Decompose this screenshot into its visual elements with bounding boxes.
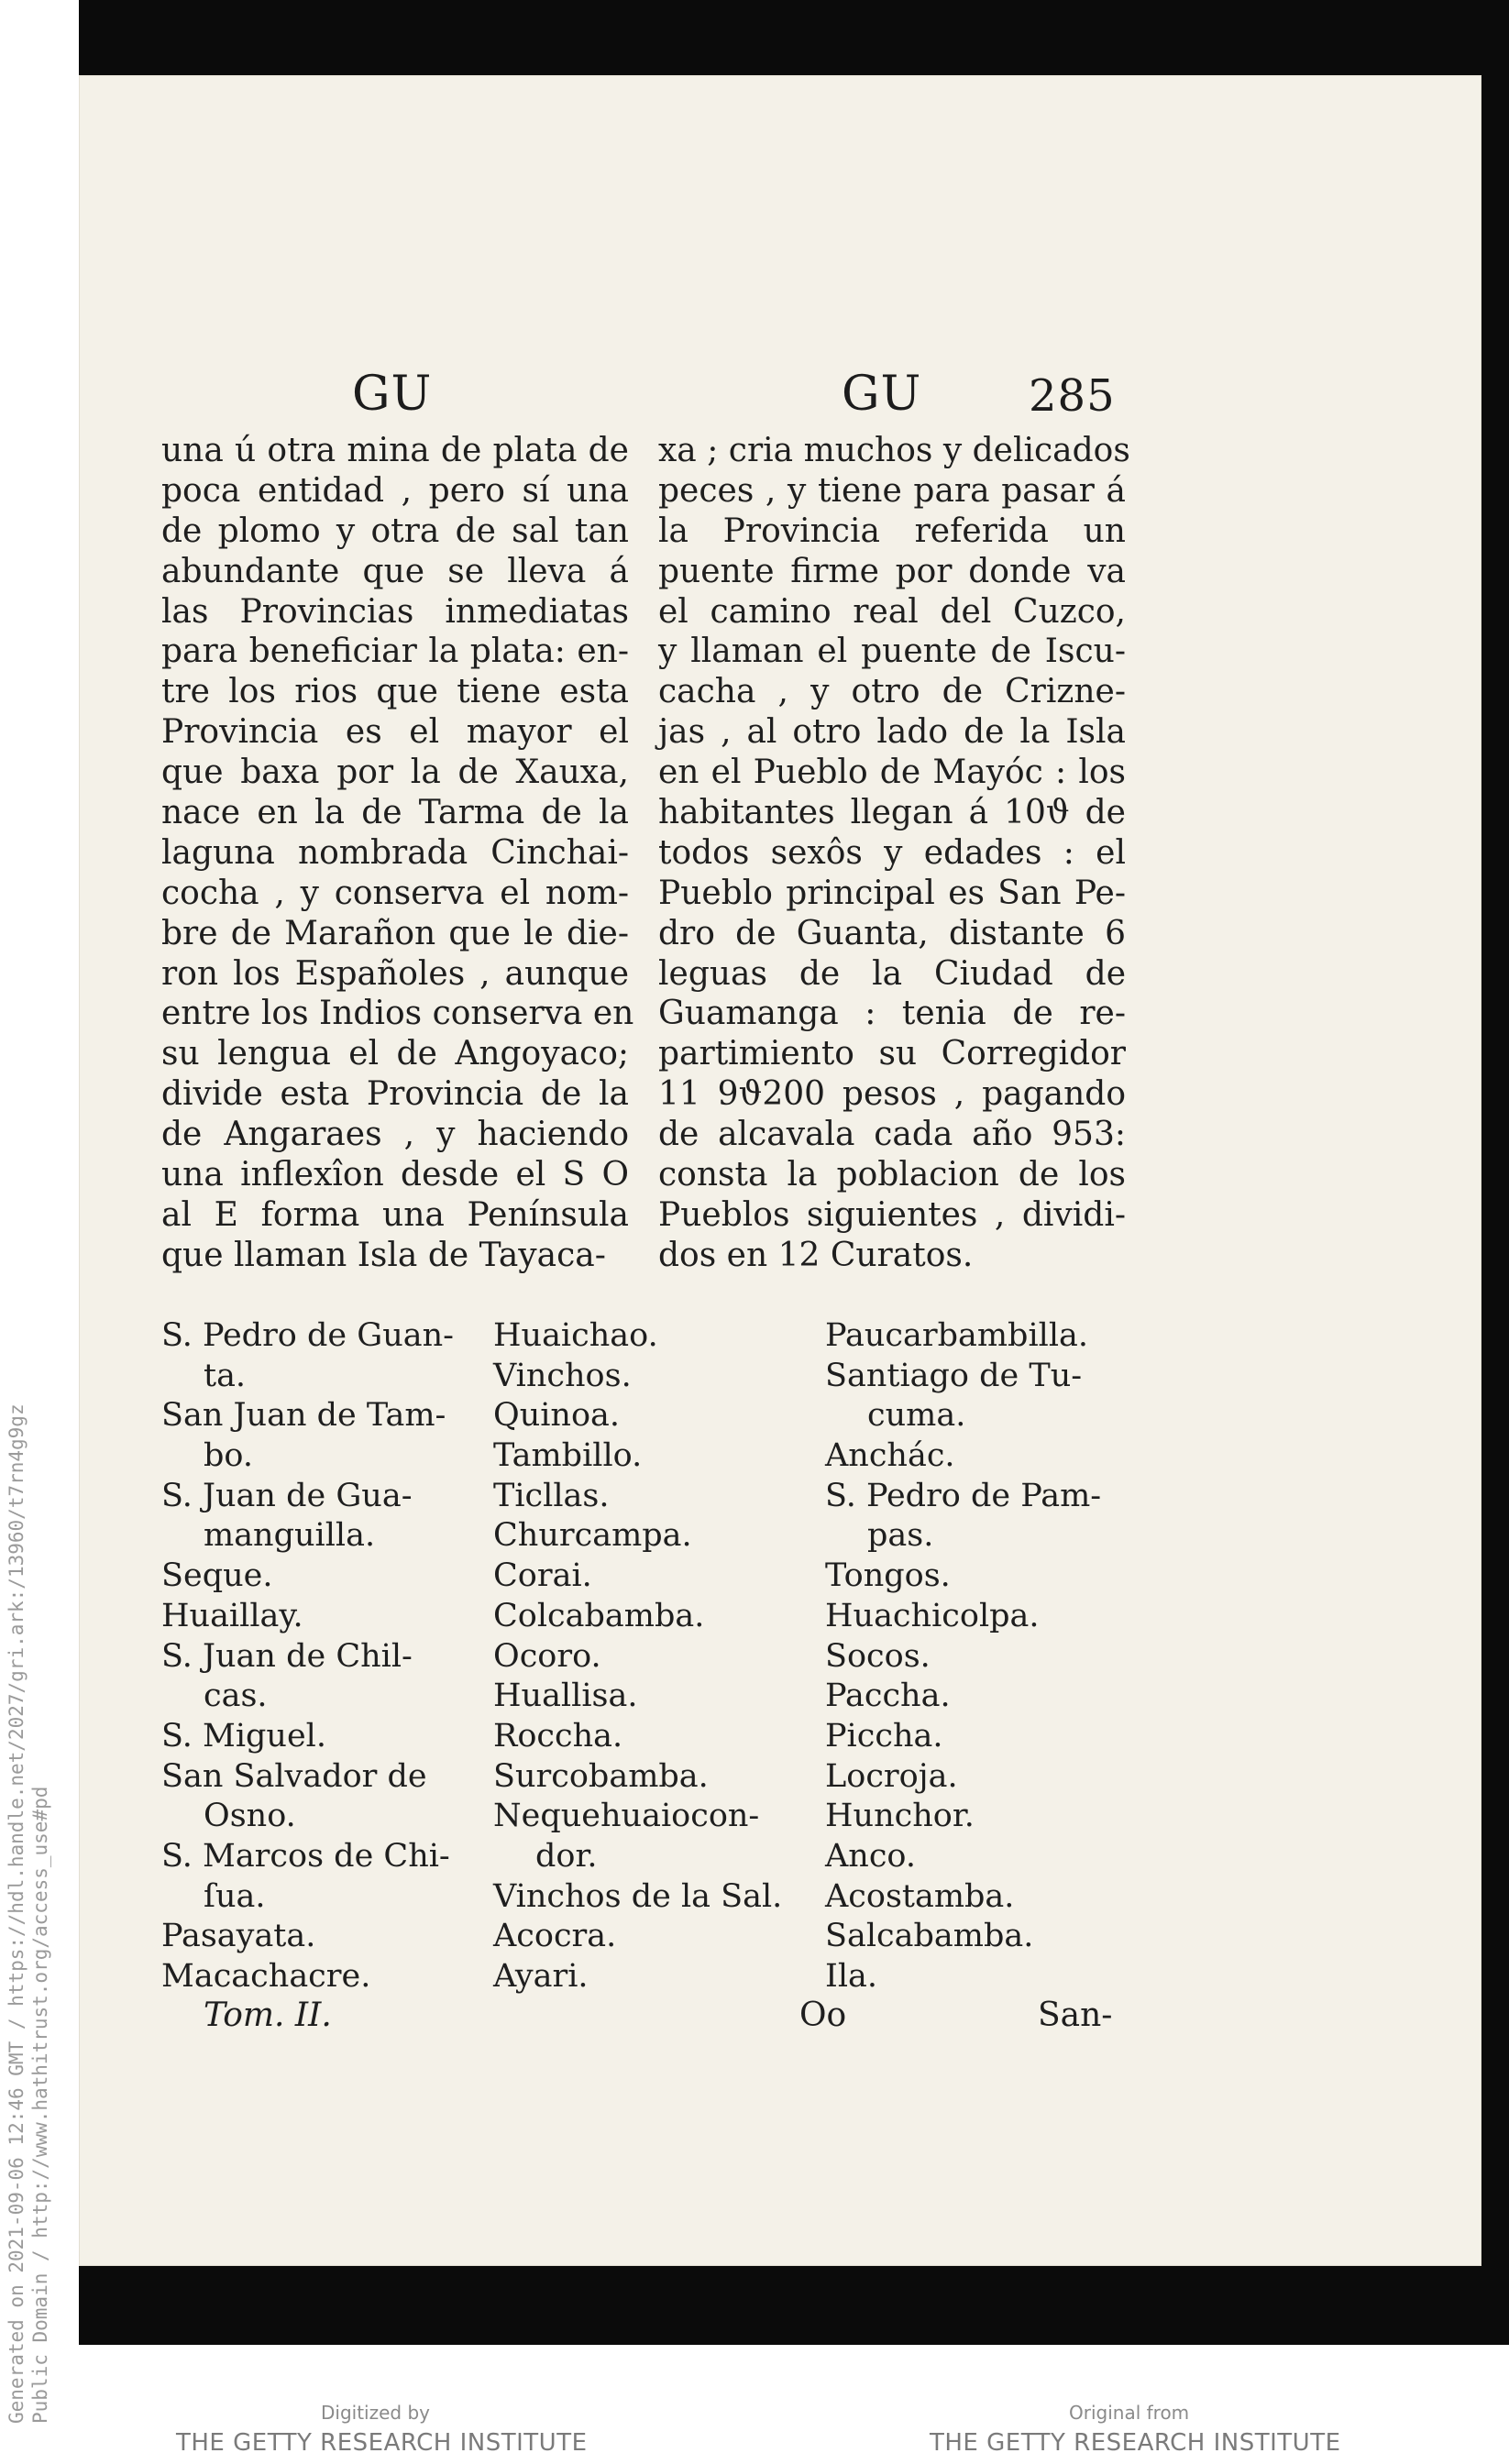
pueblo-entry: Huaillay. (161, 1597, 303, 1634)
pueblo-entry: Acocra. (493, 1918, 617, 1955)
pueblo-entry: S. Miguel. (161, 1717, 326, 1754)
pueblo-entry: ta. (204, 1357, 247, 1394)
text-line: ron los Españoles , aunque (161, 954, 629, 993)
pueblo-entry: Surcobamba. (493, 1757, 709, 1795)
text-line: la Provincia referida un (658, 512, 1126, 550)
text-line: de plomo y otra de sal tan (161, 512, 629, 550)
text-line: bre de Marañon que le die- (161, 914, 629, 952)
pueblo-entry: Hunchor. (825, 1798, 975, 1835)
pueblo-entry: Anchác. (825, 1437, 955, 1475)
pueblo-entry: Ticllas. (493, 1477, 610, 1514)
pueblo-entry: Socos. (825, 1637, 931, 1675)
text-line: de Angaraes , y haciendo (161, 1116, 629, 1154)
pueblo-entry: Tambillo. (493, 1437, 643, 1475)
pueblo-entry: S. Juan de Chil- (161, 1637, 413, 1675)
text-line: de alcavala cada año 953: (658, 1116, 1126, 1154)
pueblo-entry: Corai. (493, 1557, 592, 1595)
text-line: y llaman el puente de Iscu- (658, 632, 1126, 671)
pueblo-entry: Roccha. (493, 1717, 623, 1754)
pueblo-entry: Ila. (825, 1958, 878, 1995)
pueblo-entry: Vinchos de la Sal. (493, 1877, 783, 1915)
pueblo-entry: Macachacre. (161, 1958, 371, 1995)
pueblo-entry: cuma. (867, 1397, 966, 1435)
pueblo-entry: Paucarbambilla. (825, 1317, 1089, 1354)
page-number: 285 (1029, 370, 1116, 422)
text-column-right (658, 431, 1130, 1276)
pueblo-entry: Ayari. (493, 1958, 589, 1995)
text-line: poca entidad , pero sí una (161, 471, 629, 510)
text-line: consta la poblacion de los (658, 1156, 1126, 1194)
pueblo-entry: bo. (204, 1437, 253, 1475)
digitized-by-institution: THE GETTY RESEARCH INSTITUTE (176, 2429, 588, 2457)
pueblo-entry: Pasayata. (161, 1918, 316, 1955)
pueblo-entry: ſua. (204, 1877, 266, 1915)
text-line: todos sexôs y edades : el (658, 833, 1126, 872)
text-line: que llaman Isla de Tayaca- (161, 1236, 606, 1274)
text-line: su lengua el de Angoyaco; (161, 1035, 629, 1073)
running-head-left: GU (352, 367, 433, 422)
text-line: dos en 12 Curatos. (658, 1236, 974, 1274)
signature-mark: Oo (799, 1996, 847, 2034)
volume-mark: Tom. II. (204, 1996, 332, 2034)
pueblo-entry: Huaichao. (493, 1317, 658, 1354)
book-page (79, 75, 1481, 2266)
pueblo-entry: S. Marcos de Chi- (161, 1837, 450, 1875)
text-line: entre los Indios conserva en (161, 995, 634, 1033)
pueblo-entry: Huallisa. (493, 1678, 638, 1715)
pueblo-entry: Seque. (161, 1557, 273, 1595)
text-line: el camino real del Cuzco, (658, 592, 1126, 631)
text-line: leguas de la Ciudad de (658, 954, 1126, 993)
text-line: una inflexîon desde el S O (161, 1156, 629, 1194)
pueblo-entry: San Salvador de (161, 1757, 427, 1795)
text-line: que baxa por la de Xauxa, (161, 754, 629, 792)
original-from-institution: THE GETTY RESEARCH INSTITUTE (930, 2429, 1341, 2457)
pueblos-column-1 (161, 1316, 473, 1997)
text-line: jas , al otro lado de la Isla (658, 713, 1126, 752)
pueblos-column-2 (493, 1316, 805, 1997)
pueblo-entry: pas. (867, 1517, 934, 1555)
pueblo-entry: Salcabamba. (825, 1918, 1034, 1955)
pueblo-entry: Ocoro. (493, 1637, 601, 1675)
pueblo-entry: Locroja. (825, 1757, 958, 1795)
text-line: para beneficiar la plata: en- (161, 632, 629, 671)
pueblo-entry: manguilla. (204, 1517, 376, 1555)
stamp-line-rights: Public Domain / http://www.hathitrust.org/access_use#pd (29, 1786, 51, 2424)
text-line: Pueblos siguientes , dividi- (658, 1195, 1126, 1234)
text-line: Guamanga : tenia de re- (658, 995, 1126, 1033)
pueblos-column-3 (825, 1316, 1137, 1997)
text-line: laguna nombrada Cinchai- (161, 833, 629, 872)
text-line: al E forma una Península (161, 1195, 629, 1234)
pueblo-entry: Paccha. (825, 1678, 951, 1715)
pueblo-entry: Colcabamba. (493, 1597, 705, 1634)
text-line: tre los rios que tiene esta (161, 673, 629, 711)
pueblo-entry: Acostamba. (825, 1877, 1015, 1915)
text-line: cocha , y conserva el nom- (161, 874, 629, 912)
text-line: las Provincias inmediatas (161, 592, 629, 631)
text-line: nace en la de Tarma de la (161, 794, 629, 832)
pueblo-entry: Santiago de Tu- (825, 1357, 1083, 1394)
text-line: dro de Guanta, distante 6 (658, 914, 1126, 952)
text-line: cacha , y otro de Crizne- (658, 673, 1126, 711)
text-column-left (161, 431, 634, 1276)
pueblo-entry: San Juan de Tam- (161, 1397, 446, 1435)
pueblo-entry: S. Pedro de Guan- (161, 1317, 454, 1354)
pueblo-entry: dor. (535, 1837, 598, 1875)
pueblo-entry: Osno. (204, 1798, 296, 1835)
pueblo-entry: Tongos. (825, 1557, 951, 1595)
text-line: abundante que se lleva á (161, 552, 629, 590)
text-line: Provincia es el mayor el (161, 713, 629, 752)
text-line: 11 9ϑ200 pesos , pagando (658, 1075, 1126, 1114)
text-line: una ú otra mina de plata de (161, 432, 629, 469)
text-line: xa ; cria muchos y delicados (658, 432, 1130, 469)
pueblo-entry: cas. (204, 1678, 268, 1715)
pueblo-entry: Churcampa. (493, 1517, 692, 1555)
pueblo-entry: Piccha. (825, 1717, 943, 1754)
text-line: habitantes llegan á 10ϑ de (658, 794, 1126, 832)
text-line: en el Pueblo de Mayóc : los (658, 754, 1126, 792)
hathitrust-stamp (2, 1256, 57, 2429)
running-head-right: GU (842, 367, 922, 422)
text-line: partimiento su Corregidor (658, 1035, 1126, 1073)
text-line: peces , y tiene para pasar á (658, 471, 1126, 510)
pueblo-entry: S. Juan de Gua- (161, 1477, 413, 1514)
pueblo-entry: Nequehuaiocon- (493, 1798, 760, 1835)
pueblo-entry: Quinoa. (493, 1397, 621, 1435)
pueblo-entry: Vinchos. (493, 1357, 632, 1394)
text-line: puente firme por donde va (658, 552, 1126, 590)
pueblo-entry: Anco. (825, 1837, 917, 1875)
stamp-line-generated: Generated on 2021-09-06 12:46 GMT / https://hdl.handle.net/2027/gri.ark:/13960/t7rn4g9gz (6, 1403, 28, 2424)
pueblo-entry: S. Pedro de Pam- (825, 1477, 1102, 1514)
text-line: Pueblo principal es San Pe- (658, 874, 1126, 912)
original-from-label: Original from (1069, 2402, 1190, 2424)
pueblo-entry: Huachicolpa. (825, 1597, 1040, 1634)
catchword: San- (1038, 1996, 1113, 2034)
text-line: divide esta Provincia de la (161, 1075, 629, 1114)
digitized-by-label: Digitized by (321, 2402, 430, 2424)
